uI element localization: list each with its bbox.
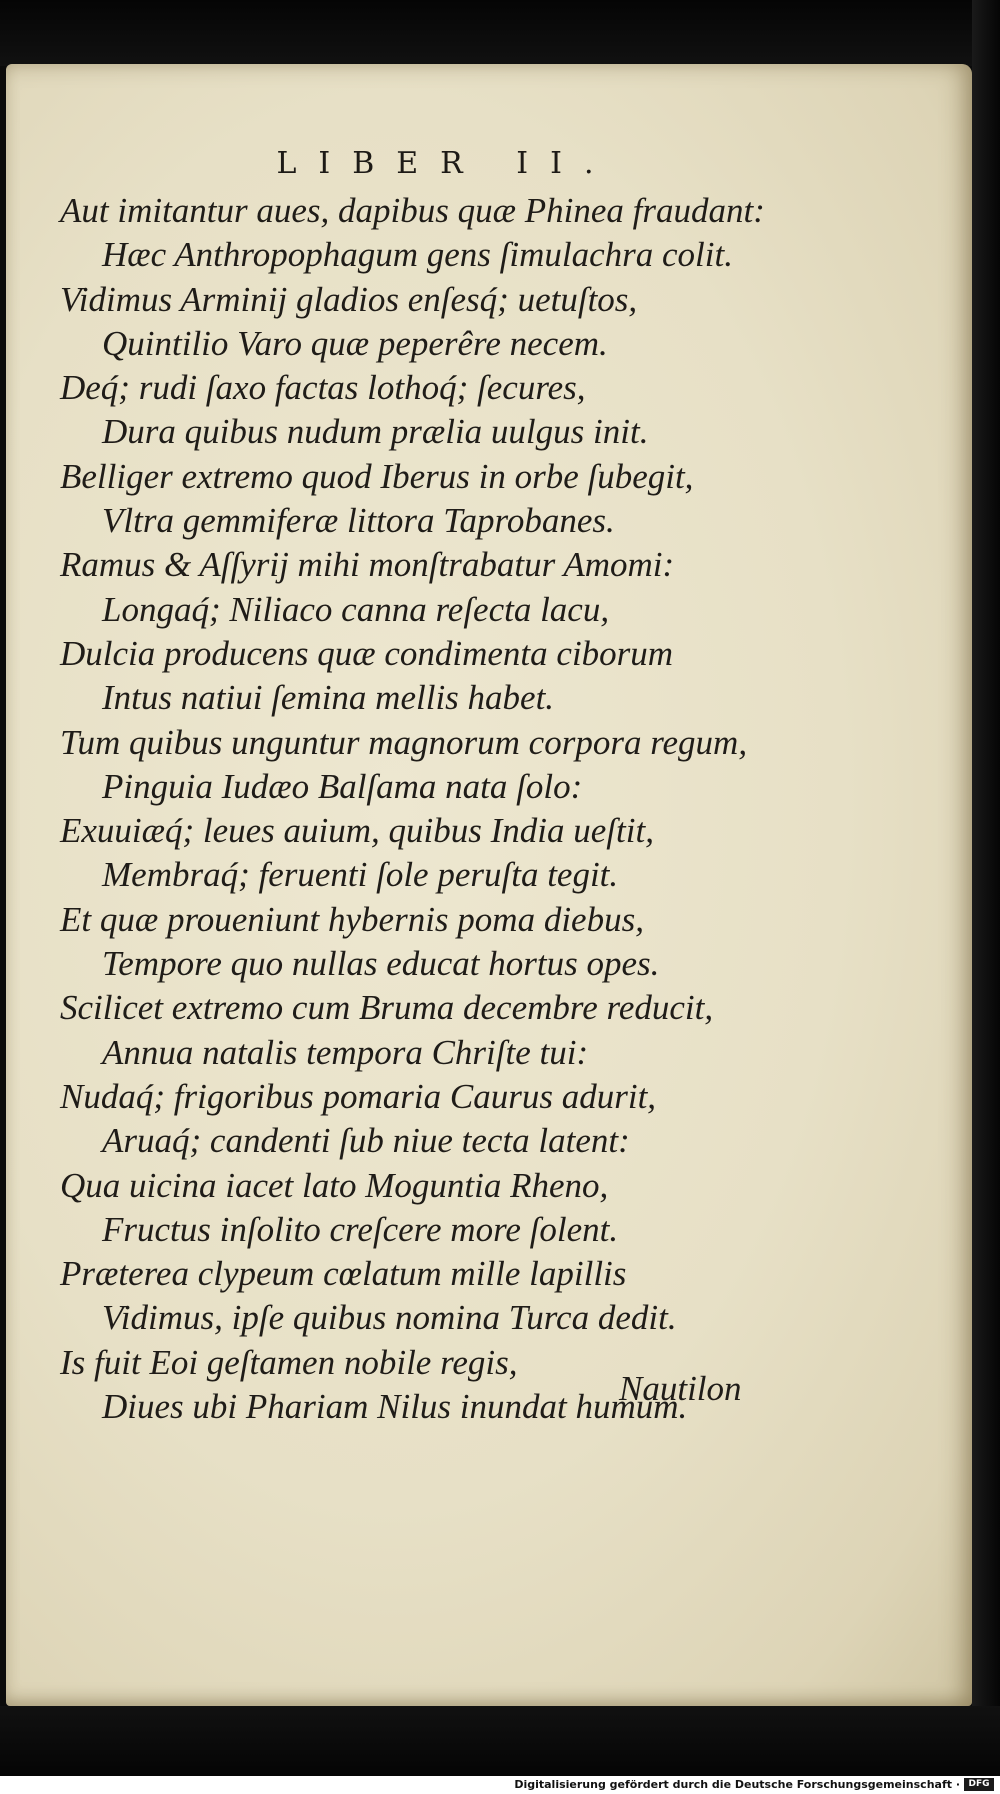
footer-credit: Digitalisierung gefördert durch die Deutsche Forschungsgemeinschaft · xyxy=(514,1778,960,1791)
verse-line: Dulcia producens quæ condimenta ciborum xyxy=(60,633,674,673)
verse-block xyxy=(60,189,920,1429)
verse-line: Vidimus, ipſe quibus nomina Turca dedit. xyxy=(102,1298,677,1338)
footer-bar xyxy=(0,1776,1000,1794)
verse-line: Præterea clypeum cœlatum mille lapillis xyxy=(60,1254,627,1294)
running-header: LIBER II. xyxy=(276,146,616,181)
verse-line: Quintilio Varo quæ peperêre necem. xyxy=(102,323,608,363)
verse-line: Deq́; rudi ſaxo factas lothoq́; ſecures, xyxy=(60,368,586,408)
verse-line: Aut imitantur aues, dapibus quæ Phinea fraudant: xyxy=(60,191,765,230)
verse-line: Pinguia Iudæo Balſama nata ſolo: xyxy=(102,766,583,806)
verse-line: Diues ubi Phariam Nilus inundat humum. xyxy=(102,1387,688,1427)
scan-background-right xyxy=(972,0,1000,1794)
verse-line: Membraq́; feruenti ſole peruſta tegit. xyxy=(102,855,619,895)
verse-line: Et quæ proueniunt hybernis poma diebus, xyxy=(60,899,644,939)
verse-line: Tum quibus unguntur magnorum corpora regum, xyxy=(60,722,748,762)
verse-line: Ramus & Aſſyrij mihi monſtrabatur Amomi: xyxy=(60,545,675,585)
scan-background-bottom xyxy=(0,1706,1000,1776)
verse-line: Vidimus Arminij gladios enſesq́; uetuſtos, xyxy=(60,279,638,319)
verse-line: Intus natiui ſemina mellis habet. xyxy=(102,678,555,718)
verse-line: Qua uicina iacet lato Moguntia Rheno, xyxy=(60,1165,609,1205)
catchword: Nautilon xyxy=(619,1369,742,1408)
verse-line: Longaq́; Niliaco canna reſecta lacu, xyxy=(102,589,610,629)
verse-line: Is fuit Eoi geſtamen nobile regis, xyxy=(60,1342,518,1382)
verse-line: Hæc Anthropophagum gens ſimulachra colit. xyxy=(102,235,733,275)
book-page xyxy=(6,64,972,1706)
verse-line: Scilicet extremo cum Bruma decembre reducit, xyxy=(60,988,714,1028)
verse-line: Belliger extremo quod Iberus in orbe ſubegit, xyxy=(60,456,694,496)
verse-line: Exuuiæq́; leues auium, quibus India ueſtit, xyxy=(60,811,654,851)
verse-line: Nudaq́; frigoribus pomaria Caurus adurit, xyxy=(60,1076,657,1116)
verse-line: Fructus inſolito creſcere more ſolent. xyxy=(102,1209,619,1249)
verse-line: Vltra gemmiferæ littora Taprobanes. xyxy=(102,501,615,541)
verse-line: Tempore quo nullas educat hortus opes. xyxy=(102,944,660,984)
dfg-logo: DFG xyxy=(964,1778,994,1791)
verse-line: Dura quibus nudum prælia uulgus init. xyxy=(102,412,649,452)
verse-line: Annua natalis tempora Chriſte tui: xyxy=(102,1032,589,1072)
scan-background-top xyxy=(0,0,1000,66)
verse-line: Aruaq́; candenti ſub niue tecta latent: xyxy=(102,1121,630,1161)
